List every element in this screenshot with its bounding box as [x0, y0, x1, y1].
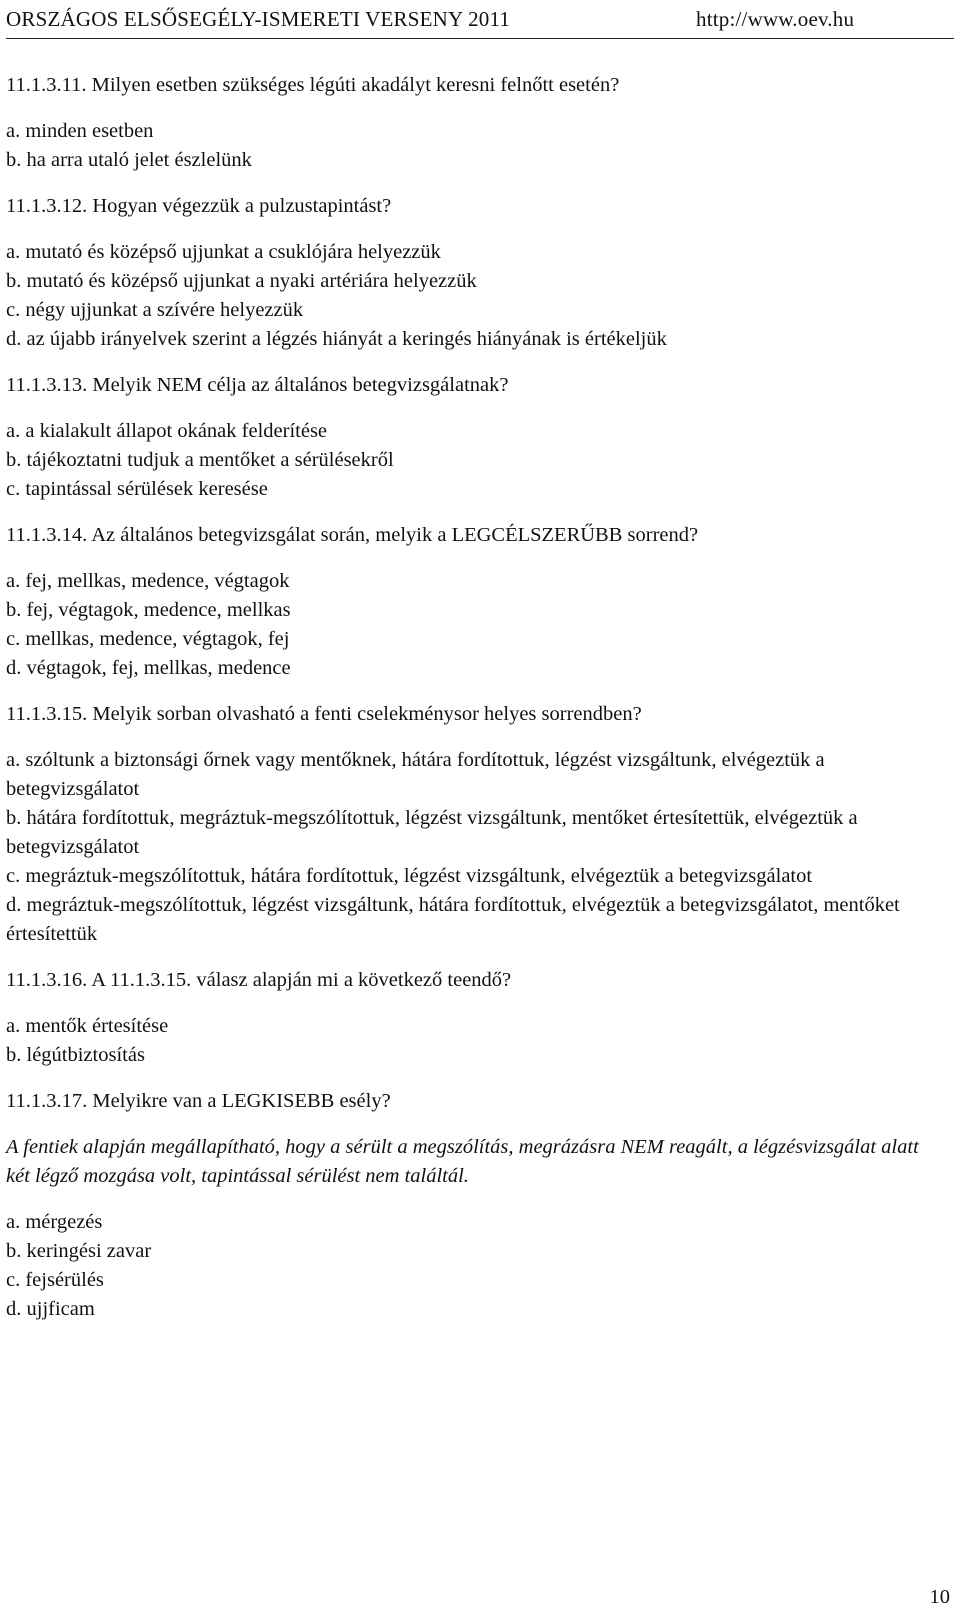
answer-option: a. a kialakult állapot okának felderítése [6, 420, 328, 442]
question-text: 11.1.3.17. Melyikre van a LEGKISEBB esély? [6, 1090, 391, 1112]
answer-options [6, 417, 946, 504]
answer-options [6, 1012, 946, 1070]
answer-option: b. ha arra utaló jelet észlelünk [6, 149, 252, 171]
scenario-text: A fentiek alapján megállapítható, hogy a sérült a megszólítás, megrázásra NEM reagált, a légzésvizsgálat alatt két légző mozgása volt, tapintással sérülést nem találtál. [6, 1136, 919, 1187]
answer-option: c. megráztuk-megszólítottuk, hátára fordítottuk, légzést vizsgáltunk, elvégeztük a betegvizsgálatot [6, 865, 813, 887]
question-11-1-3-17 [6, 1087, 946, 1324]
question-11-1-3-16 [6, 966, 946, 1070]
answer-option: c. fejsérülés [6, 1269, 104, 1291]
answer-option: c. mellkas, medence, végtagok, fej [6, 628, 290, 650]
answer-option: a. szóltunk a biztonsági őrnek vagy mentőknek, hátára fordítottuk, légzést vizsgáltunk, elvégeztük a betegvizsgálatot [6, 749, 825, 800]
competition-title: ORSZÁGOS ELSŐSEGÉLY-ISMERETI VERSENY 2011 [6, 7, 511, 31]
answer-option: b. keringési zavar [6, 1240, 152, 1262]
answer-options [6, 567, 946, 683]
answer-options [6, 746, 946, 949]
answer-option: a. minden esetben [6, 120, 154, 142]
answer-option: a. mentők értesítése [6, 1015, 169, 1037]
answer-option: c. négy ujjunkat a szívére helyezzük [6, 299, 304, 321]
question-list [6, 71, 946, 1324]
question-11-1-3-15 [6, 700, 946, 949]
answer-option: d. az újabb irányelvek szerint a légzés hiányát a keringés hiányának is értékeljük [6, 328, 667, 350]
answer-options [6, 1208, 946, 1324]
answer-options [6, 117, 946, 175]
website-url[interactable]: http://www.oev.hu [696, 7, 855, 31]
question-text: 11.1.3.16. A 11.1.3.15. válasz alapján mi a következő teendő? [6, 969, 512, 991]
question-text: 11.1.3.14. Az általános betegvizsgálat során, melyik a LEGCÉLSZERŰBB sorrend? [6, 524, 699, 546]
page-number: 10 [929, 1586, 950, 1608]
answer-option: b. mutató és középső ujjunkat a nyaki artériára helyezzük [6, 270, 477, 292]
question-11-1-3-12 [6, 192, 946, 354]
question-text: 11.1.3.11. Milyen esetben szükséges légúti akadályt keresni felnőtt esetén? [6, 74, 620, 96]
question-text: 11.1.3.15. Melyik sorban olvasható a fenti cselekménysor helyes sorrendben? [6, 703, 642, 725]
answer-option: d. ujjficam [6, 1298, 95, 1320]
answer-option: a. mérgezés [6, 1211, 103, 1233]
answer-option: d. megráztuk-megszólítottuk, légzést vizsgáltunk, hátára fordítottuk, elvégeztük a betegvizsgálatot, mentőket értesítettük [6, 894, 900, 945]
page-header [6, 4, 954, 40]
answer-option: c. tapintással sérülések keresése [6, 478, 268, 500]
header-divider [6, 38, 954, 39]
answer-option: a. mutató és középső ujjunkat a csuklójára helyezzük [6, 241, 441, 263]
answer-option: b. tájékoztatni tudjuk a mentőket a sérülésekről [6, 449, 394, 471]
answer-option: b. fej, végtagok, medence, mellkas [6, 599, 291, 621]
answer-option: b. hátára fordítottuk, megráztuk-megszólítottuk, légzést vizsgáltunk, mentőket értesítettük, elvégeztük a betegvizsgálatot [6, 807, 858, 858]
question-11-1-3-14 [6, 521, 946, 683]
answer-options [6, 238, 946, 354]
answer-option: b. légútbiztosítás [6, 1044, 145, 1066]
question-11-1-3-11 [6, 71, 946, 175]
question-text: 11.1.3.13. Melyik NEM célja az általános betegvizsgálatnak? [6, 374, 509, 396]
question-text: 11.1.3.12. Hogyan végezzük a pulzustapintást? [6, 195, 392, 217]
answer-option: a. fej, mellkas, medence, végtagok [6, 570, 290, 592]
answer-option: d. végtagok, fej, mellkas, medence [6, 657, 291, 679]
question-11-1-3-13 [6, 371, 946, 504]
